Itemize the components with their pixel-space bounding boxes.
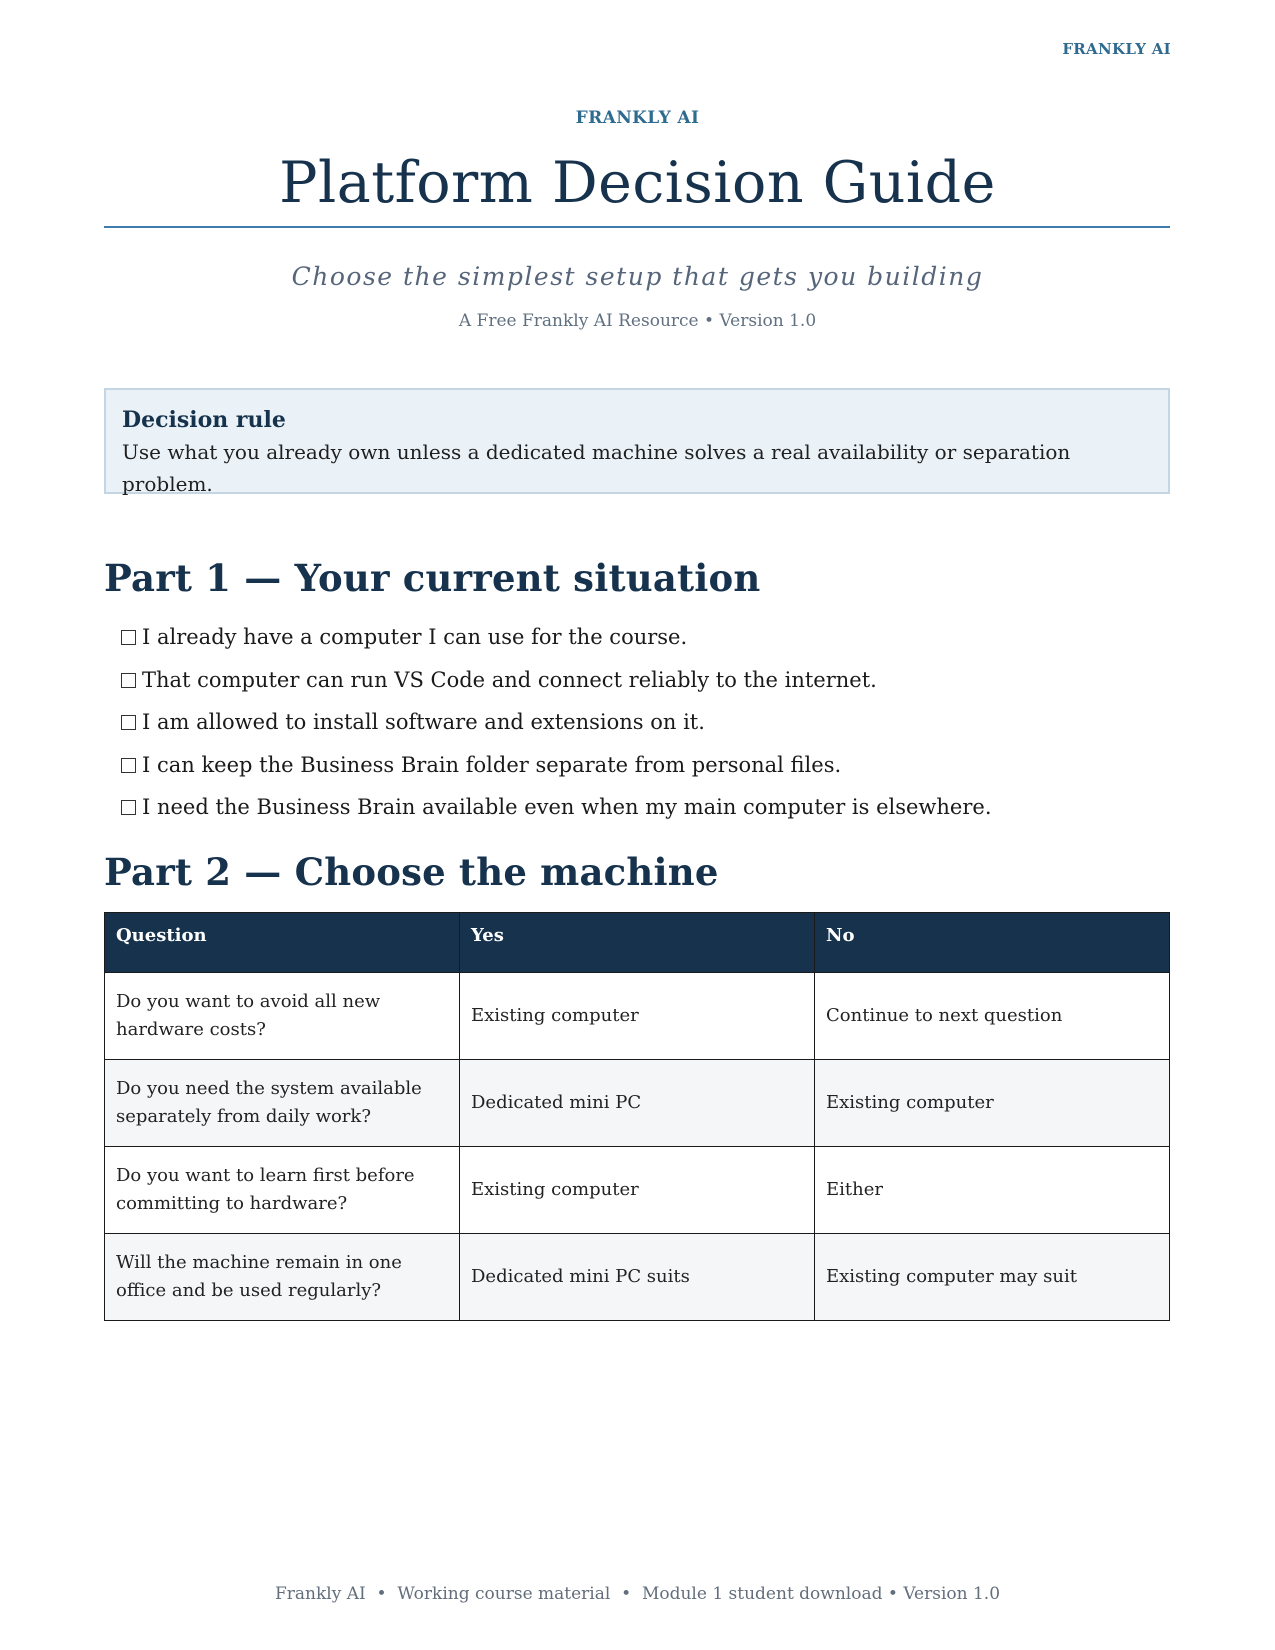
yes-cell: Dedicated mini PC suits bbox=[460, 1234, 815, 1321]
checklist-item-label: I can keep the Business Brain folder separate from personal files. bbox=[142, 752, 842, 777]
title-divider bbox=[104, 226, 1170, 228]
checklist-item[interactable] bbox=[121, 659, 992, 702]
part1-heading: Part 1 — Your current situation bbox=[104, 556, 761, 600]
table-row bbox=[105, 1147, 1170, 1234]
checkbox-icon[interactable] bbox=[121, 800, 136, 815]
yes-cell: Existing computer bbox=[460, 1147, 815, 1234]
no-cell: Existing computer may suit bbox=[815, 1234, 1170, 1321]
no-cell: Existing computer bbox=[815, 1060, 1170, 1147]
table-header-row bbox=[105, 913, 1170, 973]
column-header-question: Question bbox=[105, 913, 460, 973]
checklist-item[interactable] bbox=[121, 616, 992, 659]
checkbox-icon[interactable] bbox=[121, 630, 136, 645]
page-title: Platform Decision Guide bbox=[279, 150, 996, 216]
decision-rule-heading: Decision rule bbox=[122, 407, 286, 433]
checkbox-icon[interactable] bbox=[121, 673, 136, 688]
table-row bbox=[105, 1234, 1170, 1321]
page-footer: Frankly AI • Working course material • Module 1 student download • Version 1.0 bbox=[274, 1584, 1001, 1604]
decision-table bbox=[104, 912, 1170, 1321]
running-header: FRANKLY AI bbox=[1062, 40, 1171, 58]
checklist-item[interactable] bbox=[121, 701, 992, 744]
part2-heading: Part 2 — Choose the machine bbox=[104, 850, 719, 894]
checkbox-icon[interactable] bbox=[121, 715, 136, 730]
column-header-yes: Yes bbox=[460, 913, 815, 973]
checkbox-icon[interactable] bbox=[121, 758, 136, 773]
resource-line: A Free Frankly AI Resource • Version 1.0 bbox=[458, 311, 817, 331]
situation-checklist bbox=[121, 616, 992, 829]
question-cell: Will the machine remain in one office and be used regularly? bbox=[105, 1234, 460, 1321]
no-cell: Either bbox=[815, 1147, 1170, 1234]
decision-rule-box bbox=[104, 388, 1170, 494]
checklist-item[interactable] bbox=[121, 786, 992, 829]
table-row bbox=[105, 1060, 1170, 1147]
brand-label: FRANKLY AI bbox=[575, 108, 700, 128]
table-row bbox=[105, 973, 1170, 1060]
yes-cell: Dedicated mini PC bbox=[460, 1060, 815, 1147]
no-cell: Continue to next question bbox=[815, 973, 1170, 1060]
decision-rule-text: Use what you already own unless a dedicated machine solves a real availability or separation problem. bbox=[122, 440, 1071, 496]
question-cell: Do you want to avoid all new hardware costs? bbox=[105, 973, 460, 1060]
checklist-item-label: I already have a computer I can use for the course. bbox=[142, 625, 688, 649]
checklist-item-label: That computer can run VS Code and connect reliably to the internet. bbox=[142, 667, 877, 692]
yes-cell: Existing computer bbox=[460, 973, 815, 1060]
checklist-item[interactable] bbox=[121, 744, 992, 787]
question-cell: Do you need the system available separately from daily work? bbox=[105, 1060, 460, 1147]
checklist-item-label: I need the Business Brain available even when my main computer is elsewhere. bbox=[142, 795, 992, 819]
column-header-no: No bbox=[815, 913, 1170, 973]
page-subtitle: Choose the simplest setup that gets you building bbox=[291, 262, 984, 291]
question-cell: Do you want to learn first before committing to hardware? bbox=[105, 1147, 460, 1234]
checklist-item-label: I am allowed to install software and extensions on it. bbox=[142, 710, 705, 734]
